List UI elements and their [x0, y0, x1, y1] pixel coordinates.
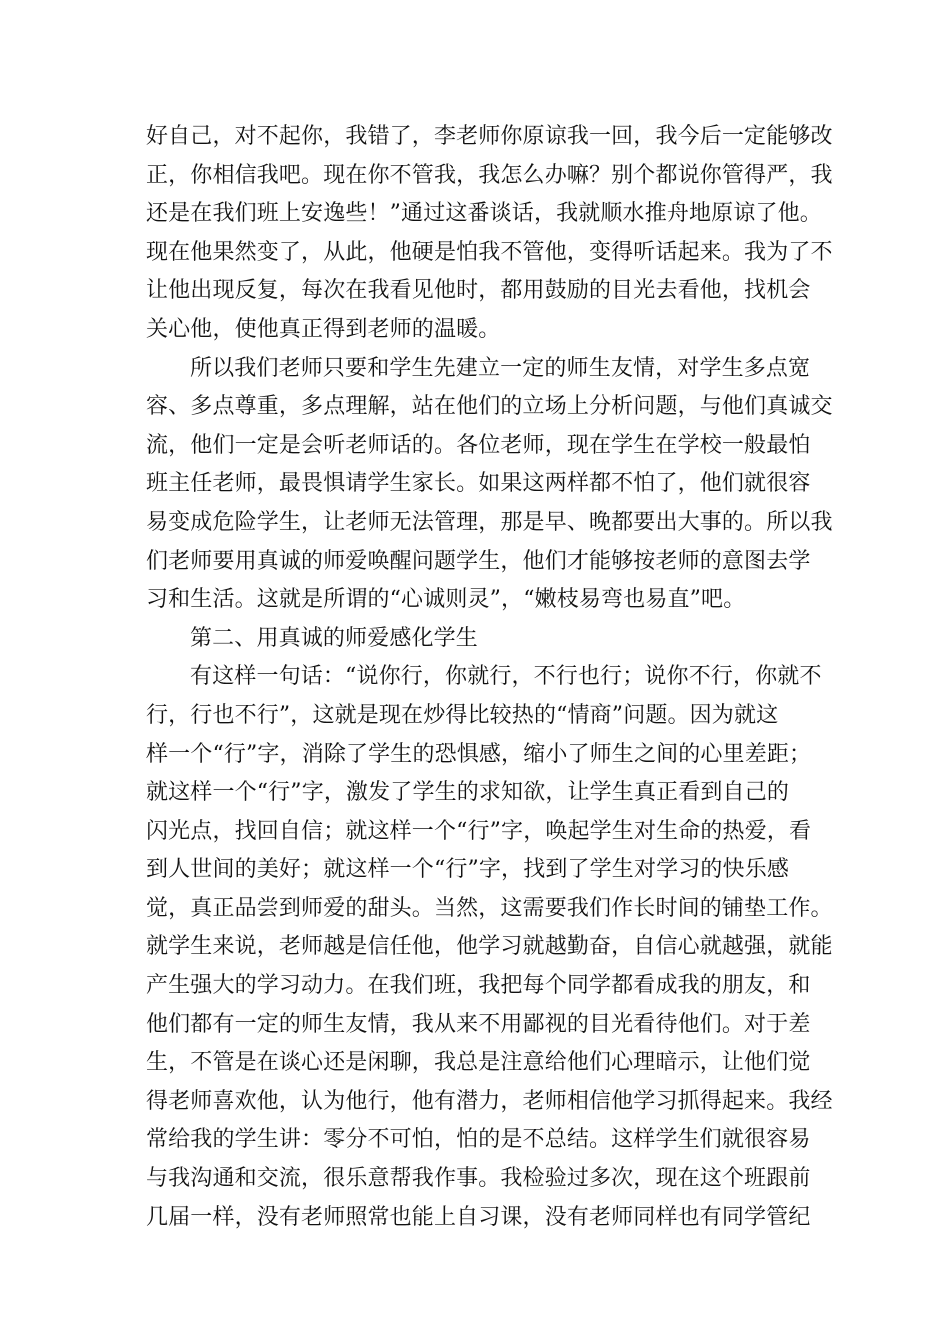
text-line: 正，你相信我吧。现在你不管我，我怎么办嘛？别个都说你管得严，我	[146, 162, 833, 188]
text-line: 习和生活。这就是所谓的“心诚则灵”，“嫩枝易弯也易直”吧。	[146, 587, 746, 613]
text-line: 他们都有一定的师生友情，我从来不用鄙视的目光看待他们。对于差	[146, 1011, 811, 1037]
paragraph-start-line: 所以我们老师只要和学生先建立一定的师生友情，对学生多点宽	[190, 355, 811, 381]
text-line: 班主任老师，最畏惧请学生家长。如果这两样都不怕了，他们就很容	[146, 471, 811, 497]
text-line: 产生强大的学习动力。在我们班，我把每个同学都看成我的朋友，和	[146, 973, 811, 999]
text-line: 得老师喜欢他，认为他行，他有潜力，老师相信他学习抓得起来。我经	[146, 1088, 833, 1114]
text-line: 与我沟通和交流，很乐意帮我作事。我检验过多次，现在这个班跟前	[146, 1166, 811, 1192]
text-line: 行，行也不行”，这就是现在炒得比较热的“情商”问题。因为就这	[146, 702, 779, 728]
text-line: 容、多点尊重，多点理解，站在他们的立场上分析问题，与他们真诚交	[146, 394, 833, 420]
text-line: 到人世间的美好；就这样一个“行”字，找到了学生对学习的快乐感	[146, 857, 789, 883]
text-line: 闪光点，找回自信；就这样一个“行”字，唤起学生对生命的热爱，看	[146, 818, 812, 844]
text-line: 觉，真正品尝到师爱的甜头。当然，这需要我们作长时间的铺垫工作。	[146, 895, 833, 921]
text-line: 几届一样，没有老师照常也能上自习课，没有老师同样也有同学管纪	[146, 1204, 811, 1230]
text-line: 让他出现反复，每次在我看见他时，都用鼓励的目光去看他，找机会	[146, 278, 811, 304]
text-line: 好自己，对不起你，我错了，李老师你原谅我一回，我今后一定能够改	[146, 124, 833, 149]
section-heading: 第二、用真诚的师爱感化学生	[190, 625, 478, 651]
text-line: 样一个“行”字，消除了学生的恐惧感，缩小了师生之间的心里差距；	[146, 741, 812, 767]
text-line: 就学生来说，老师越是信任他，他学习就越勤奋，自信心就越强，就能	[146, 934, 833, 960]
text-line: 生，不管是在谈心还是闲聊，我总是注意给他们心理暗示，让他们觉	[146, 1050, 811, 1076]
text-line: 流，他们一定是会听老师话的。各位老师，现在学生在学校一般最怕	[146, 432, 811, 458]
text-line: 现在他果然变了，从此，他硬是怕我不管他，变得听话起来。我为了不	[146, 239, 833, 265]
text-line: 就这样一个“行”字，激发了学生的求知欲，让学生真正看到自己的	[146, 780, 789, 806]
paragraph-start-line: 有这样一句话：“说你行，你就行，不行也行；说你不行，你就不	[190, 664, 822, 690]
text-line: 还是在我们班上安逸些！”通过这番谈话，我就顺水推舟地原谅了他。	[146, 201, 822, 227]
text-line: 常给我的学生讲：零分不可怕，怕的是不总结。这样学生们就很容易	[146, 1127, 811, 1153]
text-line: 们老师要用真诚的师爱唤醒问题学生，他们才能够按老师的意图去学	[146, 548, 811, 574]
text-line: 关心他，使他真正得到老师的温暖。	[146, 316, 501, 342]
body-text	[146, 118, 833, 1237]
text-line: 易变成危险学生，让老师无法管理，那是早、晚都要出大事的。所以我	[146, 509, 833, 535]
